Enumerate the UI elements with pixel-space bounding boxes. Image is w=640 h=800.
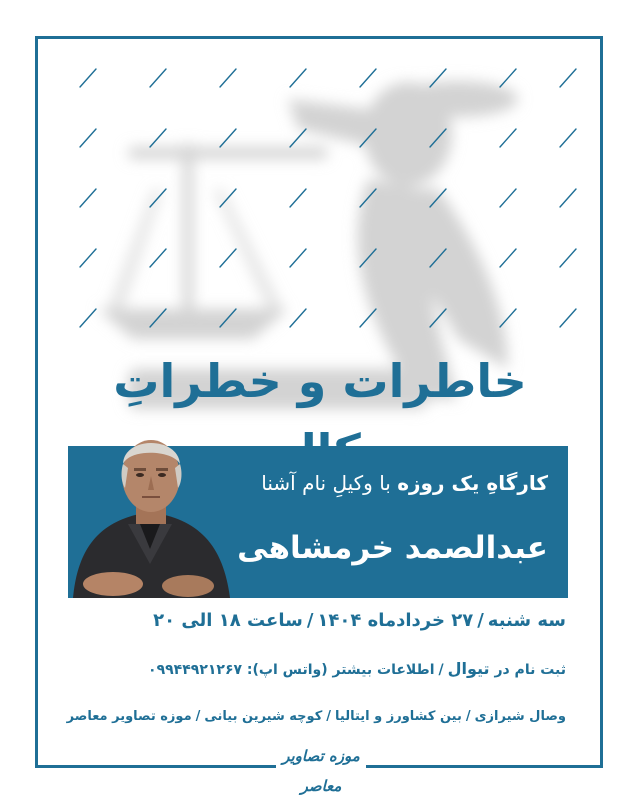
speaker-portrait [68,424,233,598]
registration-info-label: اطلاعات بیشتر (واتس اپ): [246,662,435,678]
poster-title: خاطرات و خطراتِ [113,354,527,408]
speaker-banner [68,446,568,598]
schedule-date: ۲۷ خردادماه ۱۴۰۴ [317,610,474,631]
address-part: بین کشاورز و ایتالیا [335,709,462,724]
workshop-label: کارگاهِ یک روزه [397,471,548,495]
museum-logo: موزه تصاویر معاصر [276,741,366,771]
address-part: موزه تصاویر معاصر [66,709,192,724]
registration-phone: ۰۹۹۴۴۹۲۱۲۶۷ [148,662,243,678]
separator: / [465,709,471,724]
registration-prefix: ثبت نام در [494,662,566,678]
separator: / [477,610,484,631]
separator: / [438,662,444,678]
registration-line [66,656,566,682]
separator: / [326,709,332,724]
address-part: وصال شیرازی [474,709,566,724]
workshop-rest: با وکیلِ نام آشنا [261,471,398,495]
schedule-line [66,606,566,636]
address-part: کوچه شیرین بیانی [204,709,323,724]
lawyer-name: عبدالصمد خرمشاهی [237,530,548,566]
workshop-tagline [228,468,548,498]
separator: / [306,610,314,631]
separator: / [195,709,201,724]
registration-brand: تیوال [447,659,490,678]
address-line [66,704,566,730]
schedule-time: ساعت ۱۸ الی ۲۰ [153,610,303,631]
schedule-day: سه شنبه [487,610,566,631]
